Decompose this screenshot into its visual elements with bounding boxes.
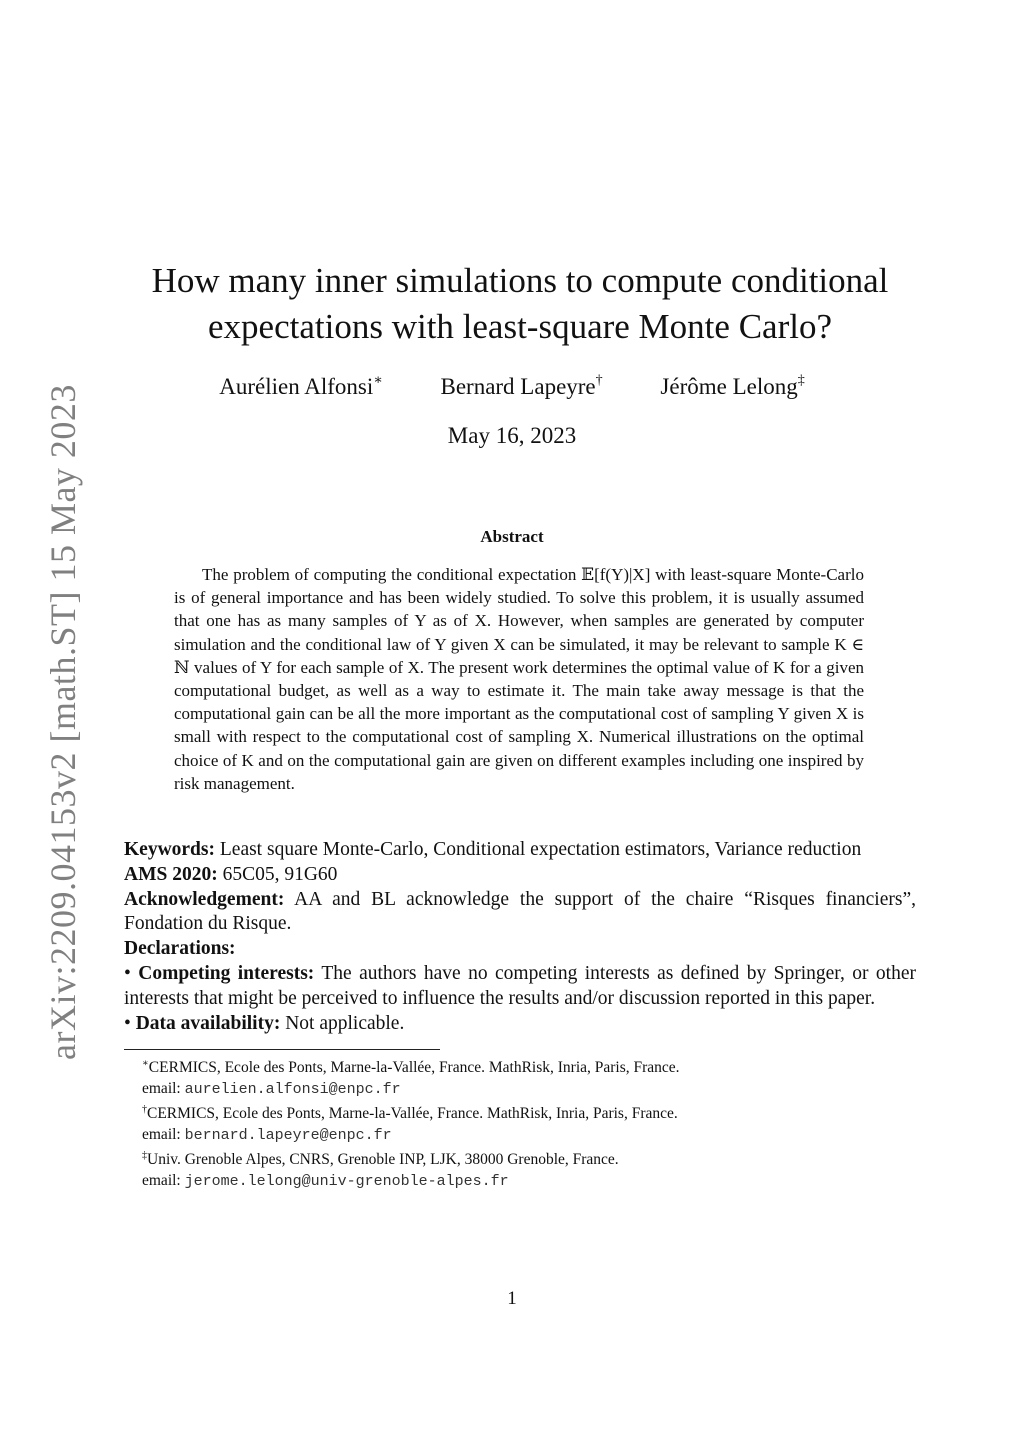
footnote-affiliation-3 xyxy=(142,1146,922,1171)
affiliation-text: CERMICS, Ecole des Ponts, Marne-la-Vallée, France. MathRisk, Inria, Paris, France. xyxy=(147,1105,678,1123)
ams-line xyxy=(124,863,916,888)
author-list xyxy=(0,372,1024,400)
abstract-heading: Abstract xyxy=(480,527,544,546)
email-link[interactable]: bernard.lapeyre@enpc.fr xyxy=(184,1126,392,1144)
competing-interests-value: The authors have no competing interests as defined by Springer, or other interests that might be perceived to influence the results and/or discussion reported in this paper. xyxy=(124,962,916,1009)
keywords-label: Keywords: xyxy=(124,839,215,860)
data-availability-value: Not applicable. xyxy=(285,1012,405,1034)
footnotes xyxy=(142,1054,922,1193)
email-link[interactable]: jerome.lelong@univ-grenoble-alpes.fr xyxy=(184,1172,509,1190)
footnote-mark: † xyxy=(142,1104,147,1116)
acknowledgement-label: Acknowledgement: xyxy=(124,888,285,910)
bullet-icon: • xyxy=(124,962,131,984)
page-number: 1 xyxy=(507,1288,517,1309)
declarations-heading xyxy=(124,937,916,962)
footnote-email-2 xyxy=(142,1125,922,1147)
email-label: email: xyxy=(142,1079,181,1097)
acknowledgement-value: AA and BL acknowledge the support of the chaire “Risques financiers”, Fondation du Risque. xyxy=(124,888,916,935)
publication-date: May 16, 2023 xyxy=(447,423,577,448)
email-label: email: xyxy=(142,1171,181,1189)
footnote-email-3 xyxy=(142,1171,922,1193)
keywords-line xyxy=(124,838,916,863)
data-availability-item xyxy=(124,1012,916,1037)
ams-label: AMS 2020: xyxy=(124,863,218,885)
competing-interests-item xyxy=(124,962,916,1012)
footnote-affiliation-2 xyxy=(142,1100,922,1125)
footnote-mark: † xyxy=(595,373,603,388)
author-name: Jérôme Lelong xyxy=(660,374,798,399)
author-alfonsi xyxy=(219,372,382,400)
paper-title xyxy=(110,258,930,350)
affiliation-text: CERMICS, Ecole des Ponts, Marne-la-Vallée, France. MathRisk, Inria, Paris, France. xyxy=(148,1059,680,1076)
arxiv-identifier-stamp: arXiv:2209.04153v2 [math.ST] 15 May 2023 xyxy=(43,384,83,1060)
author-lelong xyxy=(660,373,804,400)
email-label: email: xyxy=(142,1125,181,1143)
author-name: Bernard Lapeyre xyxy=(440,374,596,399)
footnote-mark: ∗ xyxy=(373,373,383,388)
footnote-affiliation-1 xyxy=(142,1054,922,1079)
acknowledgement-line xyxy=(124,888,916,938)
footnote-mark: ∗ xyxy=(142,1058,149,1069)
keywords-value: Least square Monte-Carlo, Conditional expectation estimators, Variance reduction xyxy=(219,839,862,860)
author-lapeyre xyxy=(440,373,602,400)
footnote-email-1 xyxy=(142,1079,922,1101)
footnote-divider xyxy=(124,1049,440,1050)
paper-metadata xyxy=(124,838,916,1036)
declarations-label: Declarations: xyxy=(124,938,236,960)
competing-interests-label: Competing interests: xyxy=(138,962,315,984)
abstract-text: The problem of computing the conditional expectation 𝔼[f(Y)|X] with least-square Monte-Carlo is of general importance and has been widely studied. To solve this problem, it is usually assumed that one has as many samples of Y as of X. However, when samples are generated by computer simulation and the conditional law of Y given X can be simulated, it may be relevant to sample K ∈ ℕ values of Y for each sample of X. The present work determines the optimal value of K for a given computational budget, as well as a way to estimate it. The main take away message is that the computational gain can be all the more important as the computational cost of sampling Y given X is small with respect to the computational cost of sampling X. Numerical illustrations on the optimal choice of K and on the computational gain are given on different examples including one inspired by risk management. xyxy=(174,565,864,793)
title-line-1: How many inner simulations to compute conditional xyxy=(151,261,889,300)
title-line-2: expectations with least-square Monte Carlo? xyxy=(208,307,832,346)
footnote-mark: ‡ xyxy=(797,373,805,388)
author-name: Aurélien Alfonsi xyxy=(219,374,374,399)
email-link[interactable]: aurelien.alfonsi@enpc.fr xyxy=(184,1080,401,1098)
bullet-icon: • xyxy=(124,1012,131,1034)
ams-value: 65C05, 91G60 xyxy=(222,863,338,885)
affiliation-text: Univ. Grenoble Alpes, CNRS, Grenoble INP, LJK, 38000 Grenoble, France. xyxy=(147,1151,619,1169)
data-availability-label: Data availability: xyxy=(135,1012,281,1034)
footnote-mark: ‡ xyxy=(142,1150,147,1162)
